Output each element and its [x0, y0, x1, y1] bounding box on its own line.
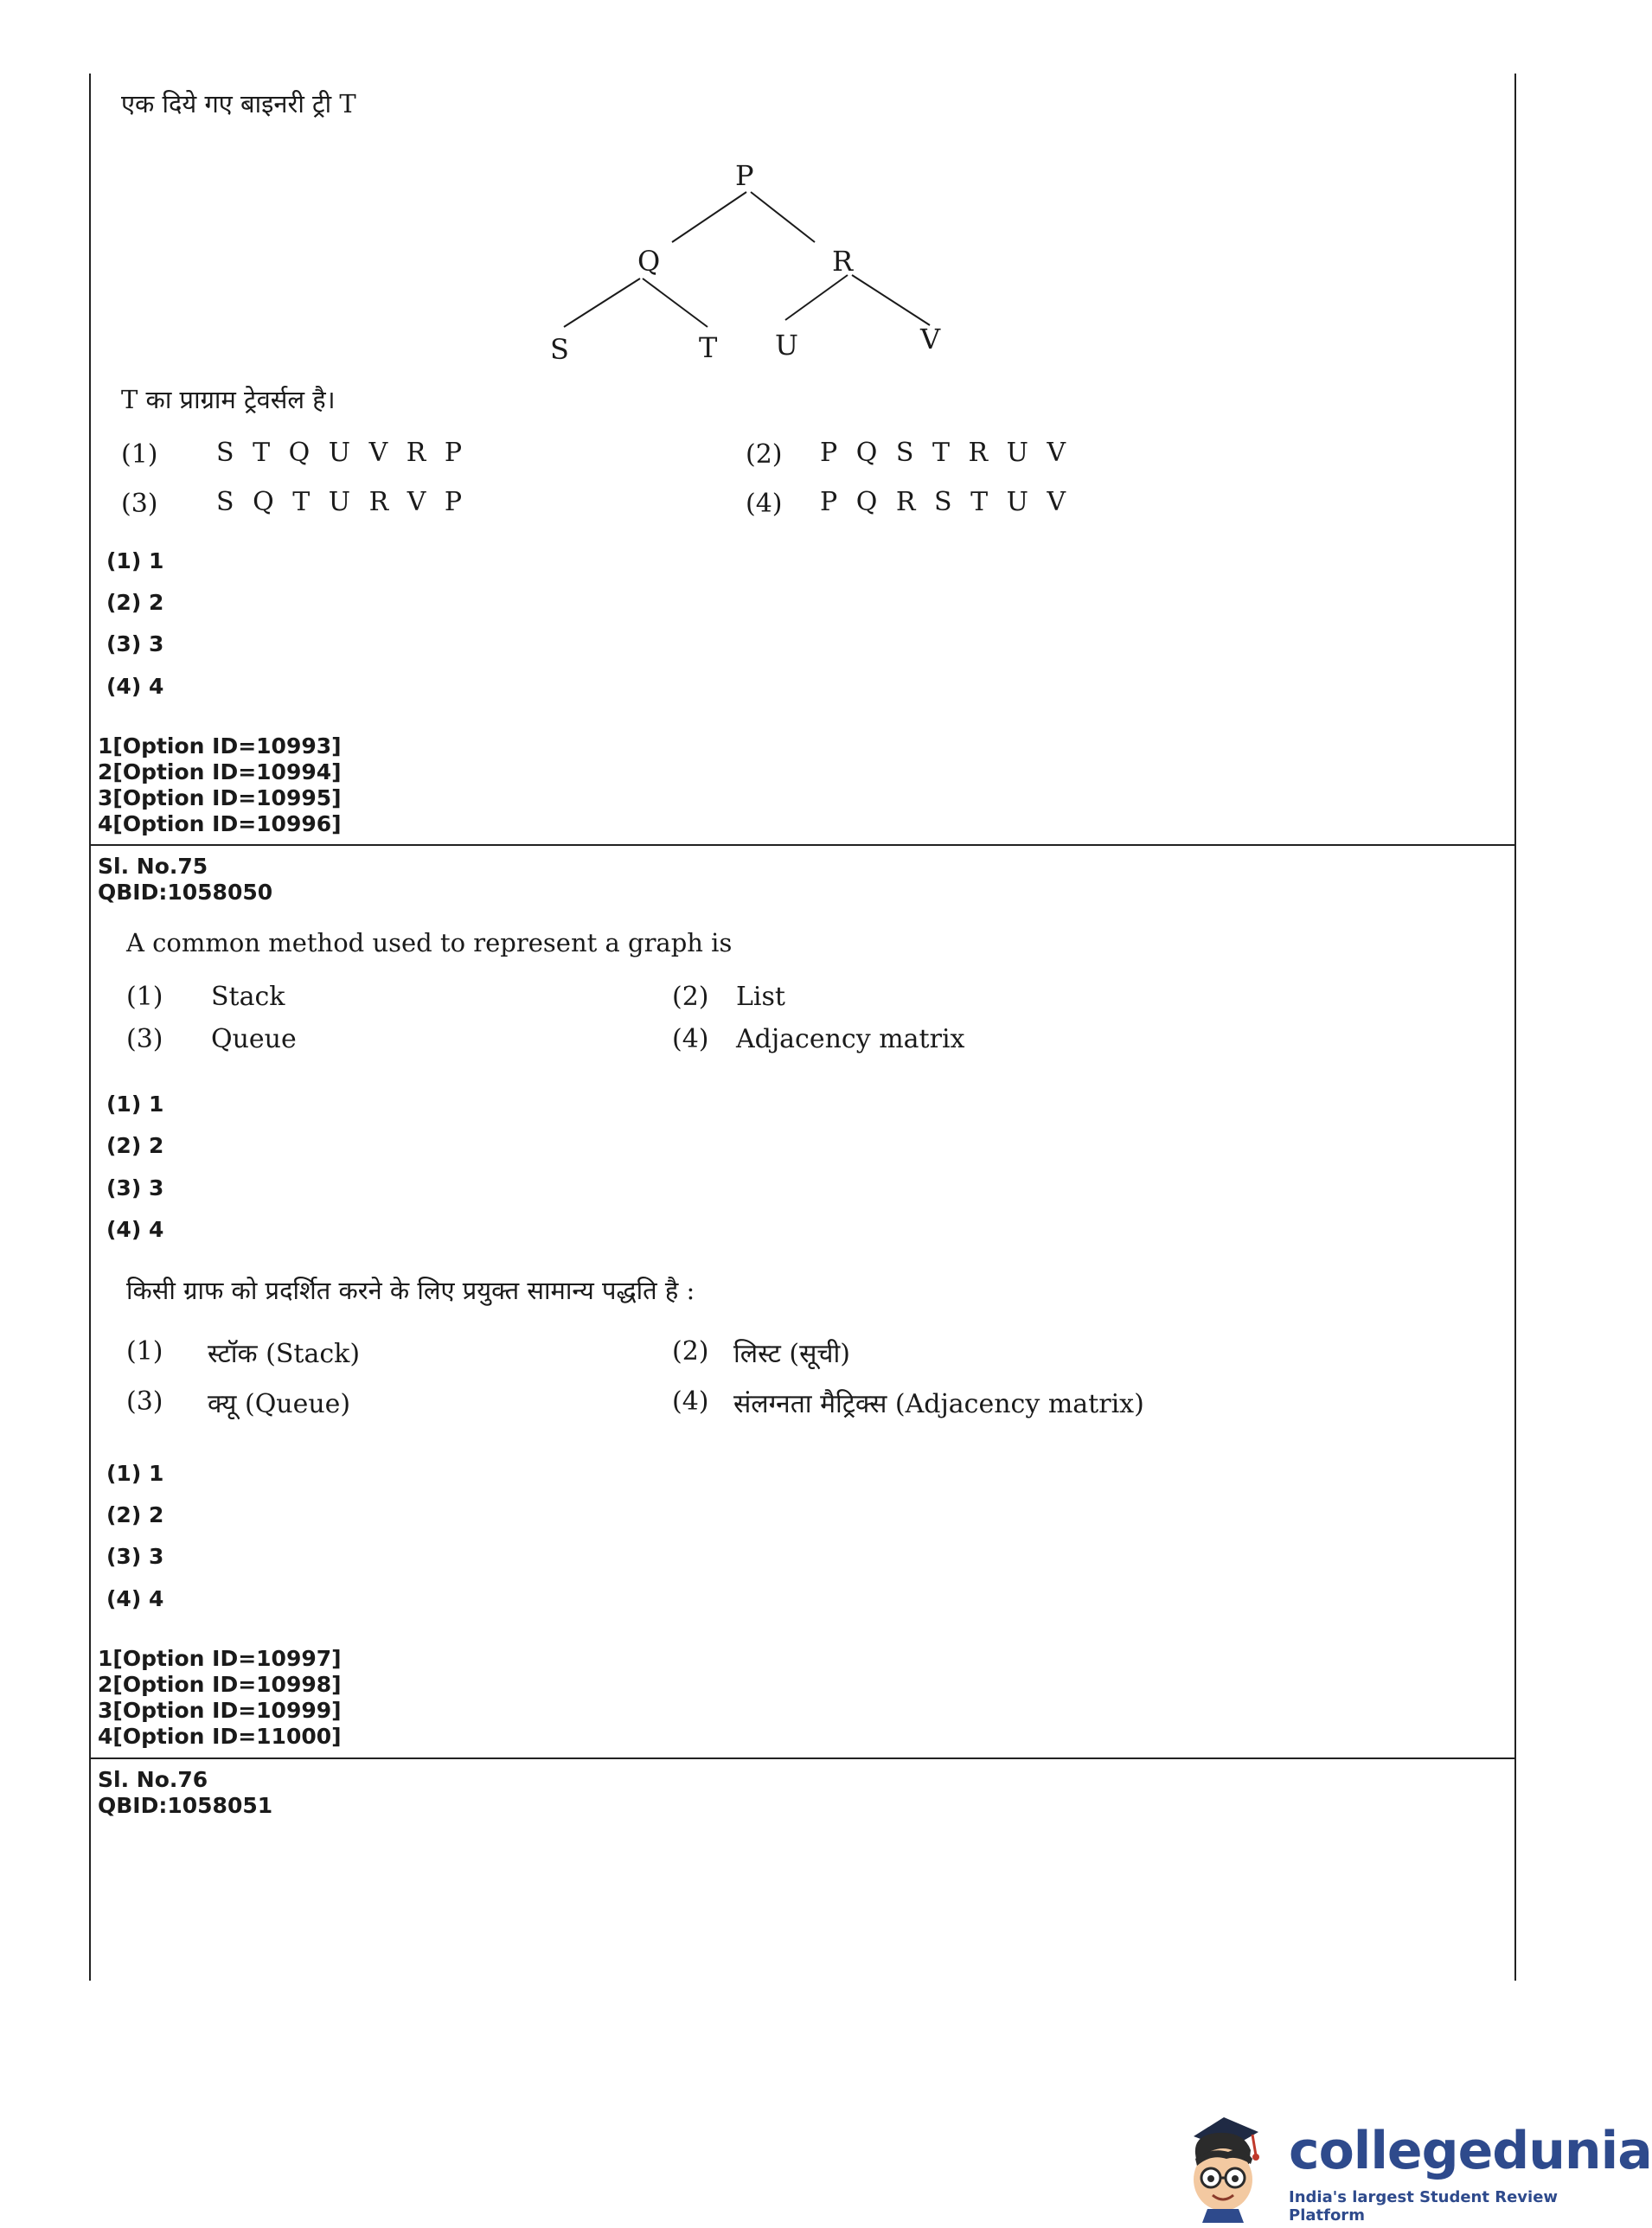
tree-node-s: S [550, 333, 569, 366]
q74-option-4-num: (4) [746, 489, 783, 519]
q75-en-option-1-num: (1) [126, 982, 163, 1012]
divider-q76 [89, 1757, 1516, 1759]
edge-q-t [643, 278, 708, 327]
q75-hi-option-4-num: (4) [672, 1386, 709, 1417]
q74-option-3-text: S Q T U R V P [216, 487, 468, 517]
q75-question-en: A common method used to represent a graph is [126, 928, 733, 957]
logo-wordmark: collegedunia [1289, 2121, 1652, 2181]
q74-option-id-3: 3[Option ID=10995] [98, 785, 342, 810]
q75-hi-option-1-text: स्टॉक (Stack) [208, 1339, 361, 1369]
q75-en-answer-1[interactable]: (1) 1 [106, 1092, 164, 1117]
q75-en-option-2-num: (2) [672, 982, 709, 1012]
divider-q75 [89, 844, 1516, 846]
q75-hi-option-3-num: (3) [126, 1386, 163, 1417]
q75-en-option-1-text: Stack [211, 982, 285, 1012]
q75-hi-option-1-num: (1) [126, 1336, 163, 1367]
q75-en-option-2-text: List [736, 982, 785, 1012]
edge-q-s [564, 278, 640, 327]
q74-answer-2[interactable]: (2) 2 [106, 590, 164, 615]
q74-answer-4[interactable]: (4) 4 [106, 674, 164, 699]
q75-hi-answer-1[interactable]: (1) 1 [106, 1461, 164, 1486]
q75-hi-option-2-num: (2) [672, 1336, 709, 1367]
q74-option-1-text: S T Q U V R P [216, 438, 468, 468]
q74-intro: एक दिये गए बाइनरी ट्री T [121, 89, 356, 118]
tree-node-q: Q [637, 245, 661, 278]
edge-p-q [672, 192, 746, 242]
q74-option-1-num: (1) [121, 439, 158, 470]
q74-option-3-num: (3) [121, 489, 158, 519]
q74-option-2-num: (2) [746, 439, 783, 470]
q75-en-answer-3[interactable]: (3) 3 [106, 1175, 164, 1200]
q75-en-option-4-num: (4) [672, 1024, 709, 1054]
q75-hi-answer-3[interactable]: (3) 3 [106, 1544, 164, 1569]
tree-node-p: P [735, 159, 754, 192]
tree-node-u: U [775, 329, 798, 362]
q75-en-answer-4[interactable]: (4) 4 [106, 1217, 164, 1242]
q75-en-option-4-text: Adjacency matrix [736, 1024, 965, 1054]
q75-en-option-3-num: (3) [126, 1024, 163, 1054]
q74-answer-1[interactable]: (1) 1 [106, 548, 164, 573]
q75-en-option-3-text: Queue [211, 1024, 297, 1054]
q74-option-id-1: 1[Option ID=10993] [98, 733, 342, 759]
q74-option-4-text: P Q R S T U V [820, 487, 1072, 517]
q75-hi-option-2-text: लिस्ट (सूची) [733, 1339, 850, 1369]
q76-qbid: QBID:1058051 [98, 1793, 273, 1818]
edge-r-u [785, 275, 848, 320]
q75-option-id-2: 2[Option ID=10998] [98, 1672, 342, 1697]
q75-question-hi: किसी ग्राफ को प्रदर्शित करने के लिए प्रयुक्त सामान्य पद्धति है : [126, 1276, 695, 1305]
q75-option-id-4: 4[Option ID=11000] [98, 1724, 342, 1749]
tree-node-t: T [699, 331, 718, 364]
q74-question: T का प्राग्राम ट्रेवर्सल है। [121, 385, 336, 414]
mascot-icon [1176, 2102, 1284, 2223]
q75-en-answer-2[interactable]: (2) 2 [106, 1133, 164, 1158]
q74-option-id-2: 2[Option ID=10994] [98, 759, 342, 784]
tree-node-r: R [832, 245, 854, 278]
q75-hi-answer-2[interactable]: (2) 2 [106, 1502, 164, 1527]
q74-option-id-4: 4[Option ID=10996] [98, 811, 342, 836]
q75-sl-no: Sl. No.75 [98, 854, 208, 879]
q75-hi-option-3-text: क्यू (Queue) [208, 1389, 351, 1419]
tree-node-v: V [920, 323, 941, 355]
q74-answer-3[interactable]: (3) 3 [106, 631, 164, 656]
edge-p-r [751, 192, 815, 242]
q76-sl-no: Sl. No.76 [98, 1767, 208, 1792]
collegedunia-logo[interactable] [1176, 2102, 1652, 2225]
logo-tagline: India's largest Student Review Platform [1289, 2188, 1559, 2225]
q75-qbid: QBID:1058050 [98, 880, 273, 905]
q75-hi-answer-4[interactable]: (4) 4 [106, 1586, 164, 1611]
q75-option-id-3: 3[Option ID=10999] [98, 1698, 342, 1723]
q75-hi-option-4-text: संलग्नता मैट्रिक्स (Adjacency matrix) [733, 1389, 1144, 1419]
binary-tree-diagram [0, 0, 1588, 381]
q74-option-2-text: P Q S T R U V [820, 438, 1072, 468]
edge-r-v [852, 275, 930, 325]
q75-option-id-1: 1[Option ID=10997] [98, 1646, 342, 1671]
